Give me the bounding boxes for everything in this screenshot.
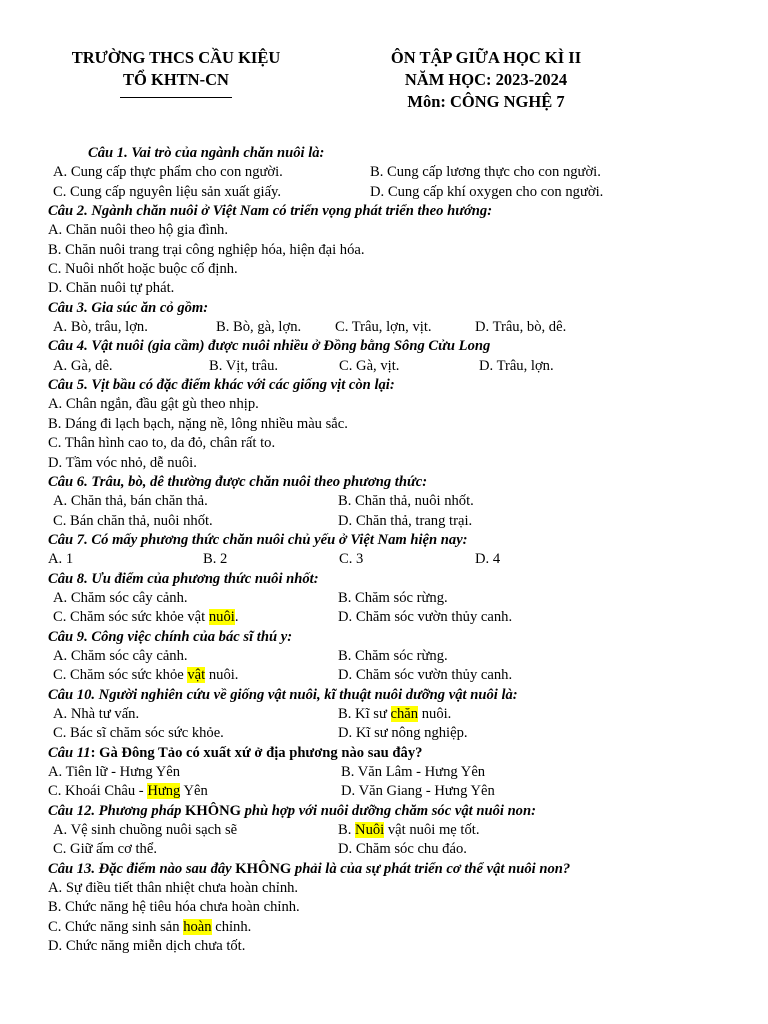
q6-option-d: D. Chăn thả, trang trại. — [338, 512, 473, 529]
q6-option-c: C. Bán chăn thả, nuôi nhốt. — [53, 512, 213, 529]
q12-option-b — [338, 821, 479, 840]
question-6-options-row-1 — [48, 492, 748, 511]
question-12-title — [48, 802, 748, 821]
question-9-options-row-1 — [48, 647, 748, 666]
q1-option-b: B. Cung cấp lương thực cho con người. — [370, 164, 601, 181]
q10-option-b-text: B. Kĩ sư — [338, 705, 391, 722]
q1-option-d: D. Cung cấp khí oxygen cho con người. — [370, 183, 604, 200]
question-3-options — [48, 318, 748, 337]
q9-option-a: A. Chăm sóc cây cảnh. — [53, 647, 188, 664]
header-right — [370, 47, 602, 113]
q12-option-b-end: vật nuôi mẹ tốt. — [384, 822, 480, 839]
q12-title-end: phù hợp với nuôi dưỡng chăm sóc vật nuôi non: — [240, 802, 536, 819]
question-10-title: Câu 10. Người nghiên cứu về giống vật nuôi, kĩ thuật nuôi dưỡng vật nuôi là: — [48, 686, 518, 703]
school-name: TRƯỜNG THCS CẦU KIỆU — [71, 48, 281, 67]
q13-option-d: D. Chức năng miễn dịch chưa tốt. — [48, 938, 246, 955]
question-8-options-row-2 — [48, 608, 748, 627]
q12-option-b-text: B. — [338, 822, 356, 839]
q2-option-c: C. Nuôi nhốt hoặc buộc cố định. — [48, 261, 238, 278]
question-12-options-row-1 — [48, 821, 748, 840]
question-1-options-row-1 — [48, 163, 748, 182]
q8-option-a: A. Chăm sóc cây cảnh. — [53, 589, 188, 606]
question-11-title — [48, 744, 748, 763]
header-underline — [120, 97, 232, 98]
q8-option-c-end: . — [234, 609, 239, 626]
q13-option-c-end: chỉnh. — [211, 918, 252, 935]
highlighted-word: Nuôi — [355, 822, 385, 839]
department-name: TỔ KHTN-CN — [123, 70, 229, 89]
q6-option-b: B. Chăn thả, nuôi nhốt. — [338, 493, 474, 510]
question-11-options-row-1 — [48, 763, 748, 782]
question-8-options-row-1 — [48, 589, 748, 608]
q11-option-c — [48, 782, 208, 801]
question-7-title: Câu 7. Có mấy phương thức chăn nuôi chủ yếu ở Việt Nam hiện nay: — [48, 531, 468, 548]
highlighted-word: hoàn — [183, 918, 212, 935]
question-4-title: Câu 4. Vật nuôi (gia cầm) được nuôi nhiều ở Đồng bằng Sông Cửu Long — [48, 338, 491, 355]
question-4-options — [48, 357, 748, 376]
question-9-options-row-2 — [48, 666, 748, 685]
q1-option-a: A. Cung cấp thực phẩm cho con người. — [53, 164, 283, 181]
question-13-title — [48, 860, 748, 879]
question-3-title: Câu 3. Gia súc ăn cỏ gồm: — [48, 299, 209, 316]
q11-option-c-text: C. Khoái Châu - — [48, 783, 148, 800]
q7-option-b: B. 2 — [203, 551, 228, 568]
question-2-title: Câu 2. Ngành chăn nuôi ở Việt Nam có triển vọng phát triển theo hướng: — [48, 203, 493, 220]
header-left — [60, 47, 292, 98]
q13-option-c — [48, 918, 748, 937]
q4-option-b: B. Vịt, trâu. — [209, 357, 279, 374]
q5-option-d: D. Tầm vóc nhỏ, dễ nuôi. — [48, 454, 197, 471]
q10-option-b-end: nuôi. — [418, 705, 452, 722]
question-6-title: Câu 6. Trâu, bò, dê thường được chăn nuôi theo phương thức: — [48, 473, 428, 490]
q9-option-b: B. Chăm sóc rừng. — [338, 647, 448, 664]
q11-option-b: B. Văn Lâm - Hưng Yên — [341, 764, 486, 780]
question-12-options-row-2 — [48, 840, 748, 859]
question-6-options-row-2 — [48, 512, 748, 531]
q6-option-a: A. Chăn thả, bán chăn thả. — [53, 493, 208, 510]
q4-option-c: C. Gà, vịt. — [339, 357, 400, 374]
q2-option-a: A. Chăn nuôi theo hộ gia đình. — [48, 222, 228, 239]
exam-title: ÔN TẬP GIỮA HỌC KÌ II — [390, 48, 582, 67]
q7-option-a: A. 1 — [48, 551, 74, 568]
q11-option-a: A. Tiên lữ - Hưng Yên — [48, 764, 181, 780]
q3-option-b: B. Bò, gà, lợn. — [216, 319, 302, 336]
q3-option-c: C. Trâu, lợn, vịt. — [335, 319, 432, 336]
question-5-title: Câu 5. Vịt bầu có đặc điểm khác với các giống vịt còn lại: — [48, 377, 395, 394]
q9-option-d: D. Chăm sóc vườn thủy canh. — [338, 667, 513, 684]
q13-title-emphasis: KHÔNG — [235, 860, 292, 877]
school-year: NĂM HỌC: 2023-2024 — [404, 70, 568, 89]
q7-option-d: D. 4 — [475, 551, 501, 568]
question-10-options-row-2 — [48, 724, 748, 743]
q9-option-c — [53, 666, 238, 685]
q9-option-c-end: nuôi. — [205, 667, 239, 684]
subject: Môn: CÔNG NGHỆ 7 — [407, 92, 565, 111]
q11-option-d: D. Văn Giang - Hưng Yên — [341, 783, 495, 800]
highlighted-word: Hưng — [147, 783, 181, 800]
q13-option-b: B. Chức năng hệ tiêu hóa chưa hoàn chỉnh. — [48, 899, 300, 916]
q8-option-d: D. Chăm sóc vườn thủy canh. — [338, 609, 513, 626]
q10-option-c: C. Bác sĩ chăm sóc sức khỏe. — [53, 725, 224, 742]
q11-number: Câu 11 — [48, 744, 91, 761]
q12-title-emphasis: KHÔNG — [185, 802, 241, 819]
q5-option-a: A. Chân ngắn, đầu gật gù theo nhịp. — [48, 396, 259, 413]
question-9-title: Câu 9. Công việc chính của bác sĩ thú y: — [48, 628, 293, 645]
q12-title-start: Câu 12. Phương pháp — [48, 802, 186, 819]
q4-option-a: A. Gà, dê. — [53, 357, 113, 374]
q2-option-b: B. Chăn nuôi trang trại công nghiệp hóa, hiện đại hóa. — [48, 241, 365, 258]
q5-option-c: C. Thân hình cao to, da đỏ, chân rất to. — [48, 435, 276, 452]
question-11-options-row-2 — [48, 782, 748, 801]
question-1-title: Câu 1. Vai trò của ngành chăn nuôi là: — [88, 145, 325, 161]
q8-option-c — [53, 608, 238, 627]
q10-option-b — [338, 705, 451, 724]
q8-option-b: B. Chăm sóc rừng. — [338, 589, 448, 606]
q4-option-d: D. Trâu, lợn. — [479, 357, 554, 374]
q13-option-c-text: C. Chức năng sinh sản — [48, 918, 184, 935]
q12-option-c: C. Giữ ấm cơ thể. — [53, 841, 157, 858]
highlighted-word: nuôi — [208, 609, 235, 626]
highlighted-word: vật — [187, 667, 206, 684]
question-list — [48, 144, 748, 956]
q13-title-end: phải là của sự phát triển cơ thể vật nuôi non? — [291, 860, 571, 877]
q3-option-a: A. Bò, trâu, lợn. — [53, 319, 148, 336]
q1-option-c: C. Cung cấp nguyên liệu sản xuất giấy. — [53, 183, 282, 200]
q13-title-start: Câu 13. Đặc điểm nào sau đây — [48, 860, 236, 877]
highlighted-word: chăn — [390, 705, 419, 722]
q3-option-d: D. Trâu, bò, dê. — [475, 319, 567, 336]
q10-option-a: A. Nhà tư vấn. — [53, 705, 140, 722]
question-7-options — [48, 550, 748, 569]
question-1-options-row-2 — [48, 183, 748, 202]
q9-option-c-text: C. Chăm sóc sức khỏe — [53, 667, 188, 684]
question-8-title: Câu 8. Ưu điểm của phương thức nuôi nhốt: — [48, 570, 319, 587]
q7-option-c: C. 3 — [339, 551, 364, 568]
q10-option-d: D. Kĩ sư nông nghiệp. — [338, 725, 468, 742]
q11-option-c-end: Yên — [180, 783, 208, 800]
q5-option-b: B. Dáng đi lạch bạch, nặng nề, lông nhiều màu sắc. — [48, 415, 348, 432]
q2-option-d: D. Chăn nuôi tự phát. — [48, 280, 175, 297]
q12-option-a: A. Vệ sinh chuồng nuôi sạch sẽ — [53, 822, 238, 839]
q11-text: : Gà Đông Tảo có xuất xứ ở địa phương nào sau đây? — [90, 744, 423, 761]
q12-option-d: D. Chăm sóc chu đáo. — [338, 841, 467, 858]
q8-option-c-text: C. Chăm sóc sức khỏe vật — [53, 609, 209, 626]
question-10-options-row-1 — [48, 705, 748, 724]
q13-option-a: A. Sự điều tiết thân nhiệt chưa hoàn chỉnh. — [48, 880, 299, 897]
